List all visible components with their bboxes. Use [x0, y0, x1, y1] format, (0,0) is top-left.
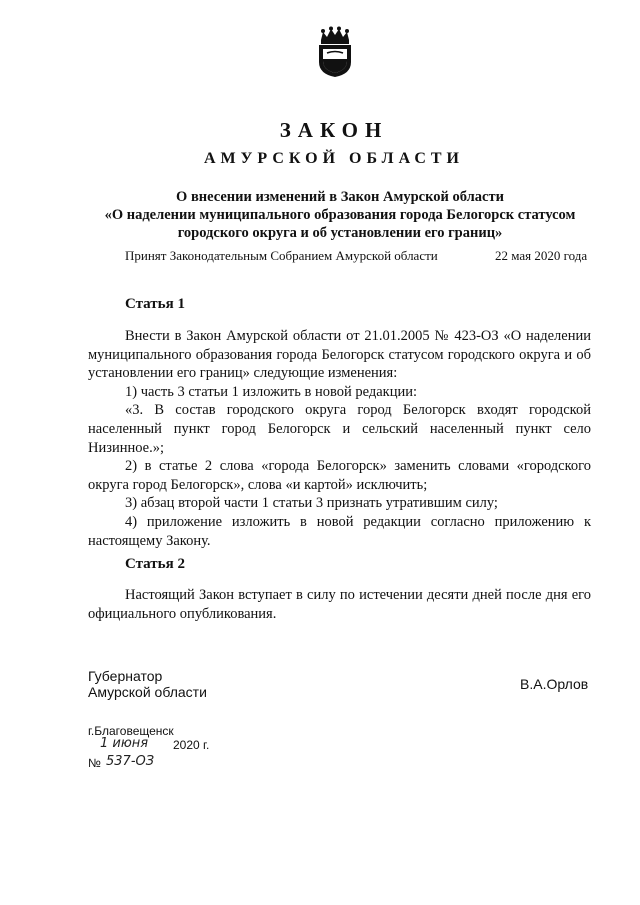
signing-date-handwritten: 1 июня	[100, 736, 149, 751]
signing-year: 2020 г.	[173, 738, 210, 752]
city: г.Благовещенск	[88, 724, 174, 738]
law-number-prefix: №	[88, 756, 101, 770]
signatory-position-line: Амурской области	[88, 684, 207, 700]
article-1-heading: Статья 1	[125, 296, 185, 312]
law-heading-line: городского округа и об установлении его границ»	[177, 225, 503, 241]
law-heading-line: «О наделении муниципального образования города Белогорск статусом	[104, 207, 576, 223]
document-subtitle: АМУРСКОЙ ОБЛАСТИ	[204, 150, 464, 167]
article-paragraph: 2) в статье 2 слова «города Белогорск» заменить словами «городского округа город Белогорск», слова «и картой» исключить;	[88, 458, 591, 493]
article-paragraph: Внести в Закон Амурской области от 21.01.2005 № 423-ОЗ «О наделении муниципального образования города Белогорск статусом городского округа и об установлении его границ» следующие изменения:	[88, 328, 591, 382]
adopted-by: Принят Законодательным Собранием Амурской области	[125, 248, 438, 263]
adopted-date: 22 мая 2020 года	[495, 248, 588, 263]
article-2-heading: Статья 2	[125, 556, 185, 572]
signatory-name: В.А.Орлов	[520, 676, 589, 692]
article-2-body	[88, 586, 591, 623]
signatory-position	[88, 668, 207, 700]
article-paragraph: «3. В состав городского округа город Белогорск входят городской населенный пункт город Белогорск и сельский населенный пункт село Низинное.»;	[88, 402, 591, 456]
signatory-position-line: Губернатор	[88, 668, 163, 684]
law-heading-line: О внесении изменений в Закон Амурской области	[176, 189, 504, 205]
law-number-handwritten: 537-ОЗ	[106, 754, 155, 769]
article-paragraph: 4) приложение изложить в новой редакции согласно приложению к настоящему Закону.	[88, 513, 591, 549]
coat-of-arms-icon	[315, 26, 355, 78]
document-title: ЗАКОН	[279, 118, 389, 142]
article-1-body	[88, 327, 591, 550]
law-heading	[90, 188, 590, 242]
article-paragraph: 3) абзац второй части 1 статьи 3 признать утратившим силу;	[125, 495, 498, 512]
article-paragraph: Настоящий Закон вступает в силу по истечении десяти дней после дня его официального опубликования.	[88, 587, 591, 622]
article-paragraph: 1) часть 3 статьи 1 изложить в новой редакции:	[125, 383, 418, 400]
